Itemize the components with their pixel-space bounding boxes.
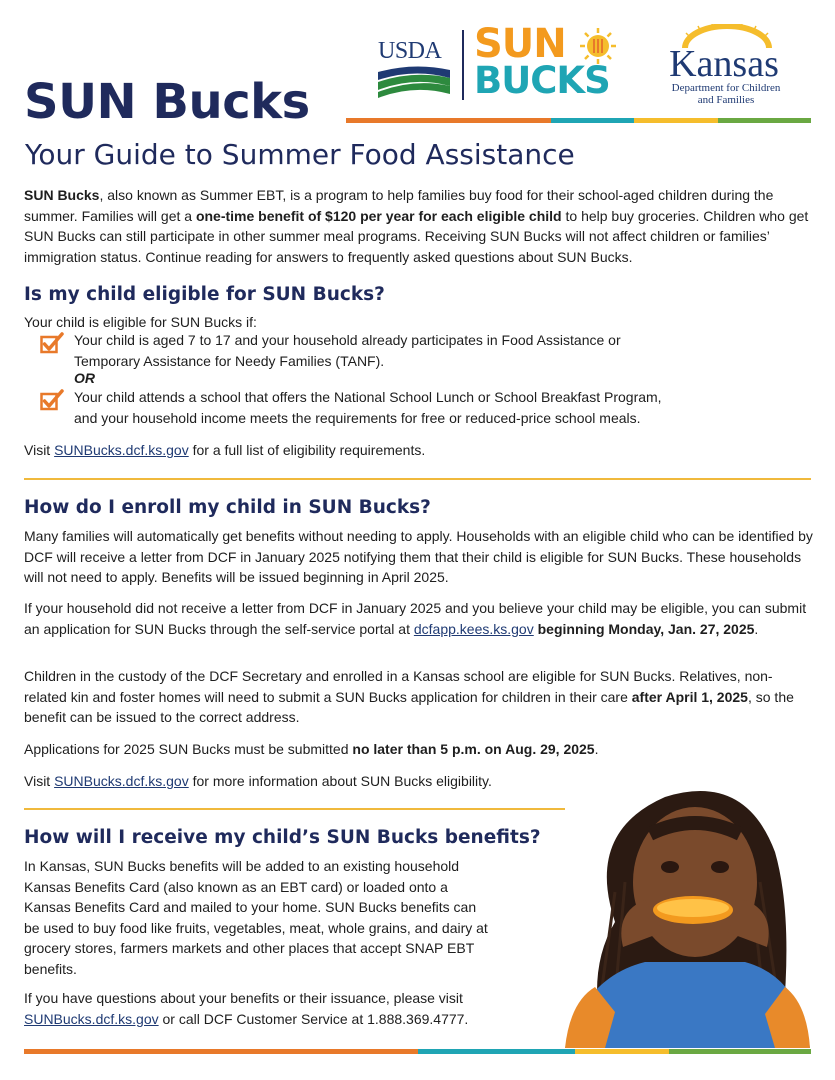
sun-fork-icon <box>578 26 618 66</box>
eligibility-item-1 <box>40 330 760 372</box>
enroll-p3-text-a: Children in the custody of the DCF Secretary and enrolled in a Kansas school are eligible for SUN Bucks. Relatives, non-related kin and foster homes will need to submit a SUN Bucks application for children in their care <box>24 668 773 705</box>
usda-wordmark: USDA <box>378 38 442 64</box>
checkbox-checked-icon <box>40 332 64 354</box>
eligibility-item-2-text <box>74 387 764 428</box>
section-divider <box>24 478 811 480</box>
eligibility-item-1-text <box>74 330 764 371</box>
section-divider <box>24 808 565 810</box>
sunbucks-website-link[interactable]: SUNBucks.dcf.ks.gov <box>54 773 189 789</box>
enroll-p2-text: If your household did not receive a letter from DCF in January 2025 and you believe your child may be eligible, you can submit an application for SUN Bucks through the self-service portal at <box>24 600 807 637</box>
enroll-p2-date: beginning Monday, Jan. 27, 2025 <box>533 620 755 637</box>
receive-paragraph-1: In Kansas, SUN Bucks benefits will be added to an existing household Kansas Benefits Card (also known as an EBT card) or loaded onto a Kansas Benefits Card and mailed to your home. SUN Bucks benefits can be used to buy food like fruits, vegetables, meat, whole grains, and dairy at grocery stores, farmers markets and other places that accept SNAP EBT benefits. <box>24 858 488 977</box>
receive-p2-text-a: If you have questions about your benefits or their issuance, please visit <box>24 990 463 1006</box>
enroll-p5-text-a: Visit <box>24 773 55 789</box>
eligibility-item-2 <box>40 387 760 429</box>
page-subtitle: Your Guide to Summer Food Assistance <box>25 138 575 171</box>
enroll-p4-end: . <box>594 741 599 757</box>
intro-paragraph <box>24 185 814 267</box>
intro-bold-benefit: one-time benefit of $120 per year for each eligible child <box>195 207 562 224</box>
eligibility-lead: Your child is eligible for SUN Bucks if: <box>24 314 257 330</box>
checkbox-checked-icon <box>40 389 64 411</box>
enroll-p4-deadline: no later than 5 p.m. on Aug. 29, 2025 <box>352 741 595 757</box>
enroll-paragraph-5 <box>24 771 492 792</box>
receive-p2-text-b: or call DCF Customer Service at 1.888.369.4777. <box>158 1010 469 1027</box>
bucks-wordmark: BUCKS <box>474 59 610 102</box>
header-logos <box>374 21 814 108</box>
enroll-p3-text-b: , so the benefit can be issued to the correct address. <box>24 688 794 725</box>
enroll-p2-end: . <box>754 620 759 637</box>
eligibility-or: OR <box>74 370 95 386</box>
enroll-paragraph-1: Many families will automatically get benefits without needing to apply. Households with an eligible child who can be identified by DCF will receive a letter from DCF in January 2025 notifying them that their child is eligible for SUN Bucks. These households will not need to apply. Benefits will be issued beginning in April 2025. <box>24 528 813 585</box>
kansas-dcf-logo <box>659 24 809 108</box>
usda-logo <box>378 38 450 98</box>
usda-field-icon <box>378 64 450 98</box>
color-stripe-bottom <box>24 1049 811 1054</box>
enroll-p5-text-b: for more information about SUN Bucks eligibility. <box>188 773 492 789</box>
enroll-paragraph-3 <box>24 666 814 728</box>
enroll-p4-text-a: Applications for 2025 SUN Bucks must be submitted <box>24 741 353 757</box>
kansas-wordmark: Kansas <box>669 43 779 85</box>
kansas-dept-line1: Department for Children <box>671 82 781 94</box>
enroll-heading: How do I enroll my child in SUN Bucks? <box>24 497 431 518</box>
sun-bucks-logo <box>474 21 624 106</box>
receive-heading: How will I receive my child’s SUN Bucks benefits? <box>24 827 541 848</box>
enroll-paragraph-4 <box>24 739 599 760</box>
eligibility-visit-text-b: for a full list of eligibility requirements. <box>188 442 426 458</box>
intro-text-b: to help buy groceries. Children who get SUN Bucks can still participate in other summer meal programs. Receiving SUN Bucks will not affect children or families’ immigration status. Continue reading for answers to frequently asked questions about SUN Bucks. <box>24 207 809 265</box>
eligibility-item-2-line2: and your household income meets the requirements for free or reduced-price school meals. <box>74 409 641 426</box>
color-stripe-top <box>346 118 811 123</box>
logo-divider <box>462 30 464 100</box>
sun-wordmark: SUN <box>474 21 566 67</box>
page-title: SUN Bucks <box>24 74 310 130</box>
sunbucks-website-link[interactable]: SUNBucks.dcf.ks.gov <box>24 1010 159 1027</box>
kansas-dept-line2: and Families <box>697 94 755 106</box>
receive-paragraph-2 <box>24 988 514 1029</box>
sunbucks-website-link[interactable]: SUNBucks.dcf.ks.gov <box>54 442 189 458</box>
intro-text-a: , also known as Summer EBT, is a program to help families buy food for their school-aged children during the summer. Families will get a <box>24 187 774 224</box>
intro-bold-program: SUN Bucks <box>24 187 100 203</box>
eligibility-item-1-line2: Temporary Assistance for Needy Families (TANF). <box>74 352 385 369</box>
kansas-dept-name <box>661 82 791 106</box>
self-service-portal-link[interactable]: dcfapp.kees.ks.gov <box>413 620 534 637</box>
eligibility-item-2-line1: Your child attends a school that offers the National School Lunch or School Breakfast Program, <box>74 389 662 405</box>
eligibility-visit-text-a: Visit <box>24 442 55 458</box>
child-eating-orange-photo <box>545 772 820 1048</box>
eligibility-visit <box>24 440 425 461</box>
eligibility-heading: Is my child eligible for SUN Bucks? <box>24 284 385 305</box>
eligibility-item-1-line1: Your child is aged 7 to 17 and your household already participates in Food Assistance or <box>74 332 621 348</box>
enroll-p3-date: after April 1, 2025 <box>631 688 748 705</box>
enroll-paragraph-2 <box>24 598 814 639</box>
